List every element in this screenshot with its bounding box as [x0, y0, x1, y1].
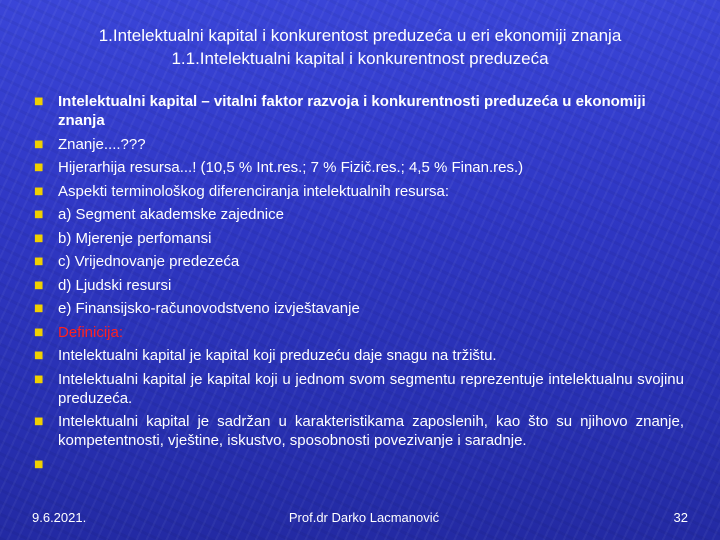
definition-label: Definicija: [58, 323, 124, 341]
bullet-text: c) Vrijednovanje predezeća [58, 253, 240, 270]
square-bullet-icon: ■ [34, 458, 44, 470]
square-bullet-icon: ■ [34, 185, 44, 197]
bullet-item [34, 346, 684, 365]
square-bullet-icon: ■ [34, 373, 44, 385]
bullet-item [34, 158, 684, 177]
bullet-item [34, 252, 684, 271]
bullet-text: b) Mjerenje perfomansi [58, 229, 212, 247]
bullet-text: Aspekti terminološkog diferenciranja intelektualnih resursa: [58, 182, 450, 200]
square-bullet-icon: ■ [34, 162, 44, 173]
bullet-text: d) Ljudski resursi [58, 276, 172, 294]
footer-author: Prof.dr Darko Lacmanović [288, 510, 440, 525]
bullet-item [34, 412, 684, 450]
bullet-text: Intelektualni kapital je sadržan u karakteristikama zaposlenih, kao što su njihovo znanje, kompetentnosti, vještine, iskustvo, sposobnosti povezivanje i saradnje. [58, 413, 684, 449]
bullet-item [34, 135, 684, 154]
square-bullet-icon: ■ [34, 350, 44, 361]
bullet-text: e) Finansijsko-računovodstveno izvještavanje [58, 300, 360, 317]
bullet-item [34, 276, 684, 295]
title-line-1: 1.Intelektualni kapital i konkurentost preduzeća u eri ekonomiji znanja [98, 26, 622, 45]
bullet-text: Znanje....??? [58, 135, 146, 153]
square-bullet-icon: ■ [34, 209, 44, 220]
bullet-text: Intelektualni kapital – vitalni faktor razvoja i konkurentnosti preduzeća u ekonomiji znanja [58, 93, 646, 129]
square-bullet-icon: ■ [34, 279, 44, 291]
bullet-text: Hijerarhija resursa...! (10,5 % Int.res.; 7 % Fizič.res.; 4,5 % Finan.res.) [58, 159, 524, 176]
bullet-item [34, 205, 684, 224]
bullet-item-definition [34, 323, 684, 342]
bullet-item [34, 370, 684, 408]
bullet-item [34, 92, 684, 130]
bullet-text: Intelektualni kapital je kapital koji u jednom svom segmentu reprezentuje intelektualnu svojinu preduzeća. [58, 370, 684, 407]
square-bullet-icon: ■ [34, 326, 44, 338]
bullet-list [34, 92, 684, 470]
bullet-item [34, 299, 684, 318]
page-number: 32 [673, 510, 688, 525]
subtitle-line-2: 1.1.Intelektualni kapital i konkurentnost preduzeća [171, 49, 549, 68]
square-bullet-icon: ■ [34, 138, 44, 150]
square-bullet-icon: ■ [34, 416, 44, 427]
square-bullet-icon: ■ [34, 96, 44, 107]
bullet-item [34, 229, 684, 248]
square-bullet-icon: ■ [34, 256, 44, 267]
footer-date: 9.6.2021. [32, 510, 87, 525]
bullet-text: a) Segment akademske zajednice [58, 206, 284, 223]
slide-title [0, 24, 720, 70]
square-bullet-icon: ■ [34, 232, 44, 244]
bullet-item [34, 182, 684, 201]
square-bullet-icon: ■ [34, 303, 44, 314]
bullet-text: Intelektualni kapital je kapital koji preduzeću daje snagu na tržištu. [58, 347, 497, 364]
